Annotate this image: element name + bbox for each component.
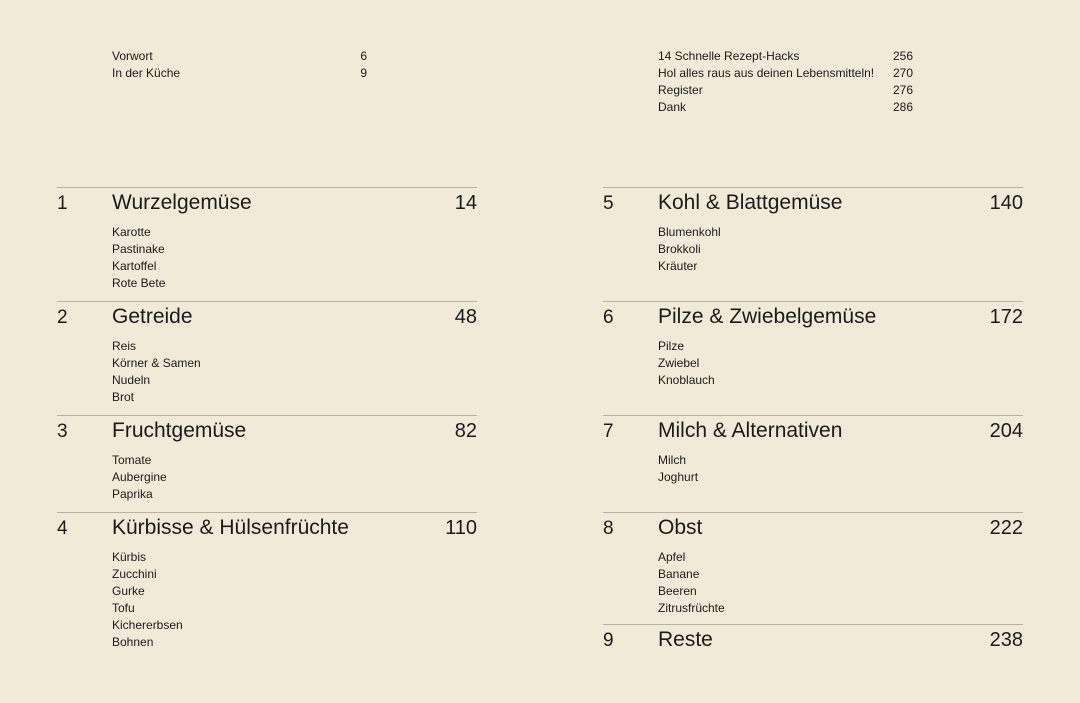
toc-entry-label: Dank — [658, 100, 687, 114]
chapter-number: 1 — [57, 193, 68, 214]
toc-entry-label: In der Küche — [112, 66, 181, 80]
toc-entry-label: Vorwort — [112, 49, 153, 63]
chapter-item[interactable]: Blumenkohl — [658, 225, 721, 239]
toc-entry-lebensmitteln[interactable] — [658, 65, 913, 82]
toc-entry-page: 286 — [892, 100, 913, 114]
chapter-column-right — [603, 187, 1023, 685]
chapter-number: 7 — [603, 421, 614, 442]
chapter-number: 8 — [603, 518, 614, 539]
chapter-number: 3 — [57, 421, 68, 442]
chapter-item[interactable]: Zitrusfrüchte — [658, 601, 725, 615]
toc-entry-page: 270 — [892, 66, 913, 80]
chapter-entry[interactable] — [57, 187, 477, 301]
chapter-item[interactable]: Kräuter — [658, 259, 698, 273]
chapter-item[interactable]: Reis — [112, 339, 137, 353]
chapter-item[interactable]: Apfel — [658, 550, 686, 564]
toc-entry-page: 256 — [892, 49, 913, 63]
toc-entry-label: Hol alles raus aus deinen Lebensmitteln! — [658, 66, 875, 80]
toc-entry-register[interactable] — [658, 82, 913, 99]
chapter-item[interactable]: Milch — [658, 453, 687, 467]
chapter-item-list — [57, 224, 477, 292]
chapter-page-number: 238 — [989, 629, 1023, 651]
chapter-number: 5 — [603, 193, 614, 214]
chapter-item[interactable]: Kürbis — [112, 550, 147, 564]
chapter-number: 2 — [57, 307, 68, 328]
chapter-item[interactable]: Kichererbsen — [112, 618, 183, 632]
chapter-item[interactable]: Karotte — [112, 225, 151, 239]
chapter-item-list — [57, 549, 477, 651]
toc-entry-page: 9 — [360, 66, 367, 80]
chapter-page-number: 204 — [989, 420, 1023, 442]
chapter-item[interactable]: Beeren — [658, 584, 697, 598]
chapter-item-list — [603, 224, 1023, 275]
chapter-item[interactable]: Pastinake — [112, 242, 165, 256]
chapter-page-number: 222 — [989, 517, 1023, 539]
toc-entry-vorwort[interactable] — [112, 48, 367, 65]
toc-entry-rezept-hacks[interactable] — [658, 48, 913, 65]
front-matter-left — [112, 48, 367, 82]
chapter-column-left — [57, 187, 477, 653]
toc-entry-page: 6 — [360, 49, 367, 63]
chapter-item-list — [603, 549, 1023, 617]
chapter-item[interactable]: Brot — [112, 390, 135, 404]
chapter-item[interactable]: Aubergine — [112, 470, 167, 484]
chapter-title: Kohl & Blattgemüse — [658, 191, 843, 214]
chapter-entry[interactable] — [603, 624, 1023, 685]
chapter-page-number: 172 — [989, 306, 1023, 328]
chapter-page-number: 82 — [454, 420, 477, 442]
chapter-title: Wurzelgemüse — [112, 191, 252, 214]
front-matter-right — [658, 48, 913, 116]
chapter-title: Fruchtgemüse — [112, 419, 247, 442]
chapter-page-number: 48 — [454, 306, 477, 328]
chapter-item[interactable]: Kartoffel — [112, 259, 157, 273]
chapter-title: Reste — [658, 628, 713, 651]
chapter-item[interactable]: Körner & Samen — [112, 356, 201, 370]
chapter-entry[interactable] — [603, 415, 1023, 512]
chapter-entry[interactable] — [57, 512, 477, 653]
chapter-entry[interactable] — [57, 415, 477, 512]
chapter-item[interactable]: Gurke — [112, 584, 145, 598]
chapter-item-list — [603, 338, 1023, 389]
chapter-item[interactable]: Joghurt — [658, 470, 699, 484]
chapter-entry[interactable] — [603, 301, 1023, 415]
chapter-item[interactable]: Brokkoli — [658, 242, 701, 256]
chapter-number: 6 — [603, 307, 614, 328]
chapter-title: Getreide — [112, 305, 193, 328]
chapter-item[interactable]: Tomate — [112, 453, 152, 467]
chapter-item[interactable]: Paprika — [112, 487, 153, 501]
chapter-item[interactable]: Banane — [658, 567, 700, 581]
chapter-item[interactable]: Knoblauch — [658, 373, 715, 387]
chapter-item[interactable]: Nudeln — [112, 373, 151, 387]
toc-entry-dank[interactable] — [658, 99, 913, 116]
chapter-title: Kürbisse & Hülsenfrüchte — [112, 516, 349, 539]
chapter-item[interactable]: Zwiebel — [658, 356, 700, 370]
chapter-entry[interactable] — [57, 301, 477, 415]
chapter-item-list — [57, 338, 477, 406]
chapter-entry[interactable] — [603, 512, 1023, 624]
chapter-page-number: 110 — [445, 517, 477, 539]
chapter-title: Pilze & Zwiebelgemüse — [658, 305, 877, 328]
chapter-item-list — [57, 452, 477, 503]
chapter-page-number: 14 — [454, 192, 477, 214]
chapter-item-list — [603, 452, 1023, 486]
toc-entry-page: 276 — [892, 83, 913, 97]
chapter-item[interactable]: Bohnen — [112, 635, 154, 649]
chapter-page-number: 140 — [989, 192, 1023, 214]
toc-entry-label: Register — [658, 83, 703, 97]
chapter-item[interactable]: Rote Bete — [112, 276, 166, 290]
chapter-number: 4 — [57, 518, 68, 539]
toc-entry-label: 14 Schnelle Rezept-Hacks — [658, 49, 800, 63]
chapter-item[interactable]: Zucchini — [112, 567, 157, 581]
chapter-number: 9 — [603, 630, 614, 651]
chapter-title: Milch & Alternativen — [658, 419, 843, 442]
chapter-entry[interactable] — [603, 187, 1023, 301]
toc-entry-in-der-kueche[interactable] — [112, 65, 367, 82]
chapter-item[interactable]: Pilze — [658, 339, 685, 353]
chapter-title: Obst — [658, 516, 703, 539]
chapter-item[interactable]: Tofu — [112, 601, 135, 615]
